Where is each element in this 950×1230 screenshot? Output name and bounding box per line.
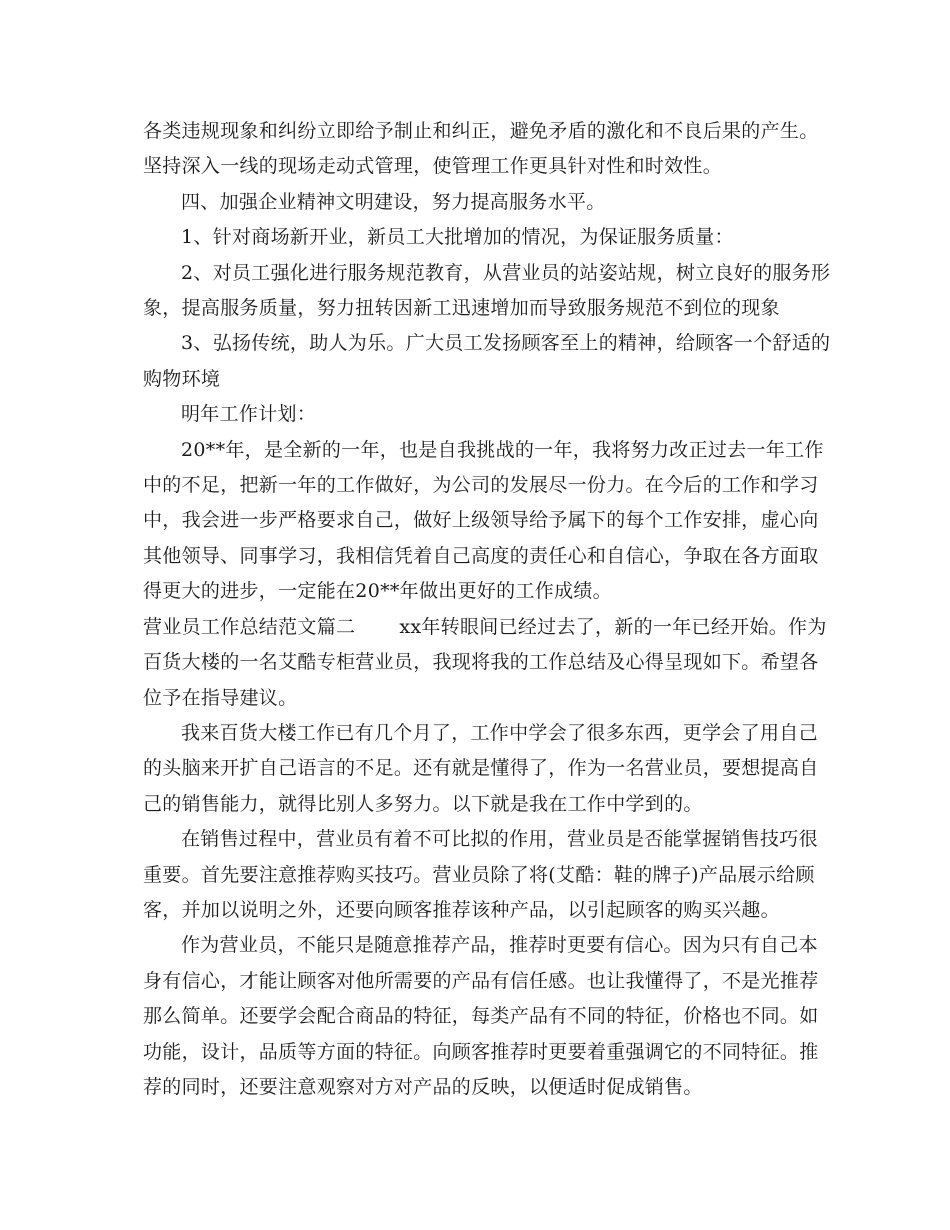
text-line: 百货大楼的一名艾酷专柜营业员，我现将我的工作总结及心得呈现如下。希望各 [143, 651, 819, 674]
text-line: 作为营业员，不能只是随意推荐产品，推荐时更要有信心。因为只有自己本 [181, 934, 818, 957]
text-line: 重要。首先要注意推荐购买技巧。营业员除了将(艾酷：鞋的牌子)产品展示给顾 [143, 863, 815, 886]
text-line: 荐的同时，还要注意观察对方对产品的反映，以便适时促成销售。 [143, 1075, 703, 1098]
text-line: 各类违规现象和纠纷立即给予制止和纠正，避免矛盾的激化和不良后果的产生。 [143, 120, 819, 142]
text-line: 坚持深入一线的现场走动式管理，使管理工作更具针对性和时效性。 [143, 155, 723, 178]
text-line: 那么简单。还要学会配合商品的特征，每类产品有不同的特征，价格也不同。如 [143, 1005, 819, 1028]
text-line: 20**年，是全新的一年，也是自我挑战的一年，我将努力改正过去一年工作 [181, 438, 824, 461]
text-line: 2、对员工强化进行服务规范教育，从营业员的站姿站规，树立良好的服务形 [181, 261, 831, 284]
text-line: 购物环境 [143, 367, 221, 390]
text-line: 明年工作计划： [181, 403, 317, 426]
text-line: 得更大的进步，一定能在20**年做出更好的工作成绩。 [143, 580, 612, 603]
next-year-plan-heading [143, 397, 807, 432]
text-line: 中，我会进一步严格要求自己，做好上级领导给予属下的每个工作安排，虚心向 [143, 509, 819, 532]
article-two-paragraph [143, 610, 827, 716]
text-line: 的头脑来开扩自己语言的不足。还有就是懂得了，作为一名营业员，要想提高自 [143, 757, 819, 780]
article-two-title: 营业员工作总结范文篇二 [143, 615, 356, 638]
list-item-2 [143, 256, 831, 327]
text-line: 1、针对商场新开业，新员工大批增加的情况，为保证服务质量： [181, 226, 734, 249]
paragraph-continuation [143, 114, 819, 185]
list-item-3 [143, 326, 831, 397]
text-line: 身有信心，才能让顾客对他所需要的产品有信任感。也让我懂得了，不是光推荐 [143, 969, 819, 992]
body-paragraph [143, 928, 819, 1105]
body-paragraph [143, 822, 818, 928]
document-body [143, 114, 831, 1105]
section-heading-four [143, 185, 807, 220]
text-line: 3、弘扬传统，助人为乐。广大员工发扬顾客至上的精神，给顾客一个舒适的 [181, 332, 831, 355]
text-line: 功能，设计，品质等方面的特征。向顾客推荐时更要着重强调它的不同特征。推 [143, 1040, 819, 1063]
text-line: 象，提高服务质量，努力扭转因新工迅速增加而导致服务规范不到位的现象 [143, 297, 780, 320]
list-item-1 [143, 220, 807, 255]
text-line: 我来百货大楼工作已有几个月了，工作中学会了很多东西，更学会了用自己 [181, 721, 818, 744]
text-line: 四、加强企业精神文明建设，努力提高服务水平。 [181, 190, 606, 213]
text-line: 己的销售能力，就得比别人多努力。以下就是我在工作中学到的。 [143, 792, 703, 815]
text-line: 其他领导、同事学习，我相信凭着自己高度的责任心和自信心，争取在各方面取 [143, 544, 819, 567]
next-year-plan-paragraph [143, 433, 824, 610]
text-line: 在销售过程中，营业员有着不可比拟的作用，营业员是否能掌握销售技巧很 [181, 828, 818, 851]
text-line: xx年转眼间已经过去了，新的一年已经开始。作为 [399, 615, 827, 638]
text-line: 客，并加以说明之外，还要向顾客推荐该种产品，以引起顾客的购买兴趣。 [143, 898, 780, 921]
text-line: 位予在指导建议。 [143, 686, 298, 709]
article-two-heading-line [143, 610, 827, 645]
body-paragraph [143, 716, 819, 822]
text-line: 中的不足，把新一年的工作做好，为公司的发展尽一份力。在今后的工作和学习 [143, 474, 819, 497]
